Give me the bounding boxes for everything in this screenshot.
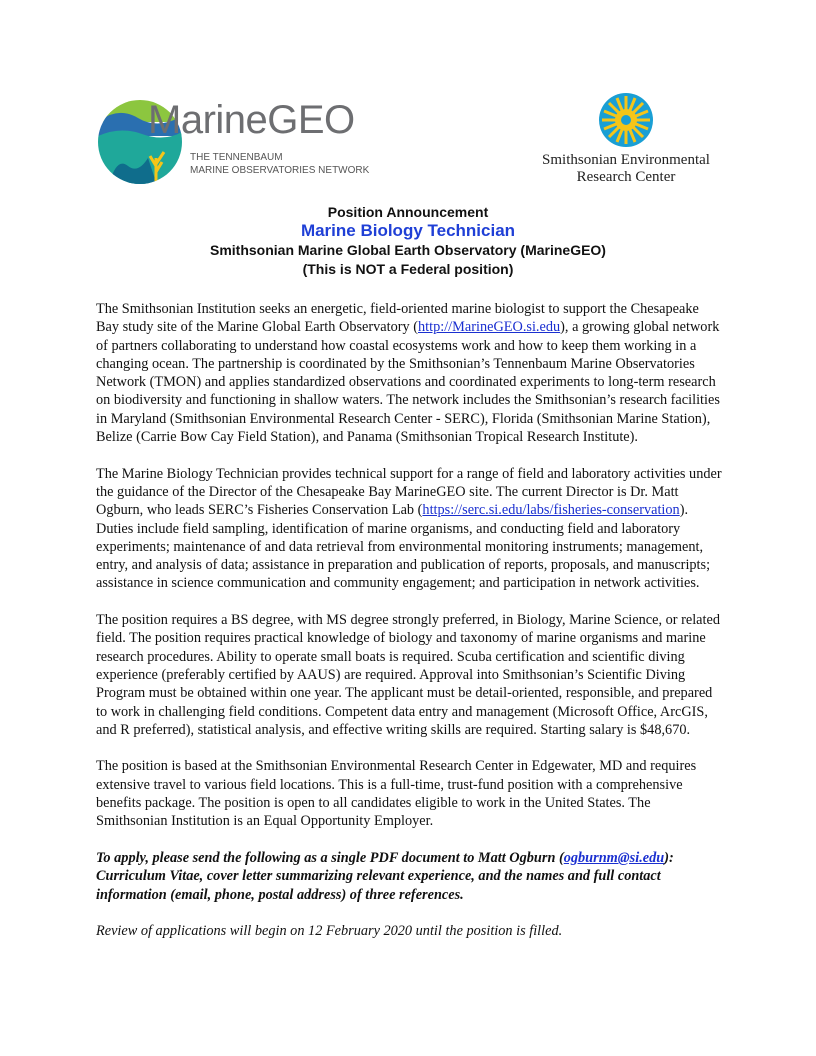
paragraph-overview: The Smithsonian Institution seeks an energetic, field-oriented marine biologist to support the Chesapeake Bay study site of the Marine Global Earth Observatory (http://MarineGEO.si.edu), a growing global network of partners collaborating to understand how coastal ecosystems work and how to keep them working in a changing ocean. The partnership is coordinated by the Smithsonian’s Tennenbaum Marine Observatories Network (TMON) and applies standardized observations and coordinated experiments to long-term research on biodiversity and functioning in shallow waters. The network includes the Smithsonian’s research facilities in Maryland (Smithsonian Environmental Research Center - SERC), Florida (Smithsonian Marine Station), Belize (Carrie Bow Cay Field Station), and Panama (Smithsonian Tropical Research Institute). (96, 301, 720, 446)
announcement-label: Position Announcement (327, 204, 489, 220)
fisheries-lab-link[interactable]: https://serc.si.edu/labs/fisheries-conservation (422, 502, 680, 519)
marinegeo-link[interactable]: http://MarineGEO.si.edu (418, 319, 561, 336)
paragraph-review: Review of applications will begin on 12 February 2020 until the position is filled. (96, 923, 563, 940)
announcement-body (96, 300, 722, 959)
paragraph-requirements: The position requires a BS degree, with MS degree strongly preferred, in Biology, Marine Science, or related field. The position requires practical knowledge of biology and taxonomy of marine organisms and marine research procedures. Ability to operate small boats is required. Scuba certification and scientific diving experience (preferably certified by AAUS) are required. Approval into Smithsonian’s Scientific Diving Program must be obtained within one year. The applicant must be detail-oriented, responsible, and prepared to work in challenging field conditions. Competent data entry and management (Microsoft Office, ArcGIS, and R preferred), statistical analysis, and effective writing skills are required. Starting salary is $48,670. (96, 612, 720, 738)
paragraph-location: The position is based at the Smithsonian Environmental Research Center in Edgewater, MD and requires extensive travel to various field locations. This is a full-time, trust-fund position with a comprehensive benefits package. The position is open to all candidates eligible to work in the United States. The Smithsonian Institution is an Equal Opportunity Employer. (96, 758, 697, 830)
email-link[interactable]: ogburnm@si.edu (563, 849, 665, 866)
organization-name: Smithsonian Marine Global Earth Observatory (MarineGEO) (210, 242, 606, 258)
paragraph-duties: The Marine Biology Technician provides technical support for a range of field and laboratory activities under the guidance of the Director of the Chesapeake Bay MarineGEO site. The current Director is Dr. Matt Ogburn, who leads SERC’s Fisheries Conservation Lab (https://serc.si.edu/labs/fisheries-conservation). Duties include field sampling, identification of marine organisms, and conducting field and laboratory experiments; maintenance of and data retrieval from environmental monitoring instruments; management, entry, and analysis of data; assistance in preparation and publication of reports, proposals, and manuscripts; assistance in science communication and community engagement; and participation in network activities. (96, 465, 722, 592)
announcement-header (96, 203, 720, 279)
serc-logo (526, 92, 726, 188)
marinegeo-subtitle-1: THE TENNENBAUM (190, 152, 283, 163)
paragraph-apply: To apply, please send the following as a single PDF document to Matt Ogburn (ogburnm@si.edu): Curriculum Vitae, cover letter summarizing relevant experience, and the names and full contact information (email, phone, postal address) of three references. (96, 849, 674, 903)
marinegeo-subtitle-2: MARINE OBSERVATORIES NETWORK (190, 165, 370, 176)
sun-emblem (526, 92, 726, 150)
job-title: Marine Biology Technician (300, 221, 516, 240)
marinegeo-logo (98, 96, 388, 188)
position-note: (This is NOT a Federal position) (302, 261, 514, 277)
serc-name-line1: Smithsonian Environmental (542, 152, 710, 168)
marinegeo-wordmark: MarineGEO (148, 98, 355, 142)
serc-name-line2: Research Center (576, 169, 676, 185)
